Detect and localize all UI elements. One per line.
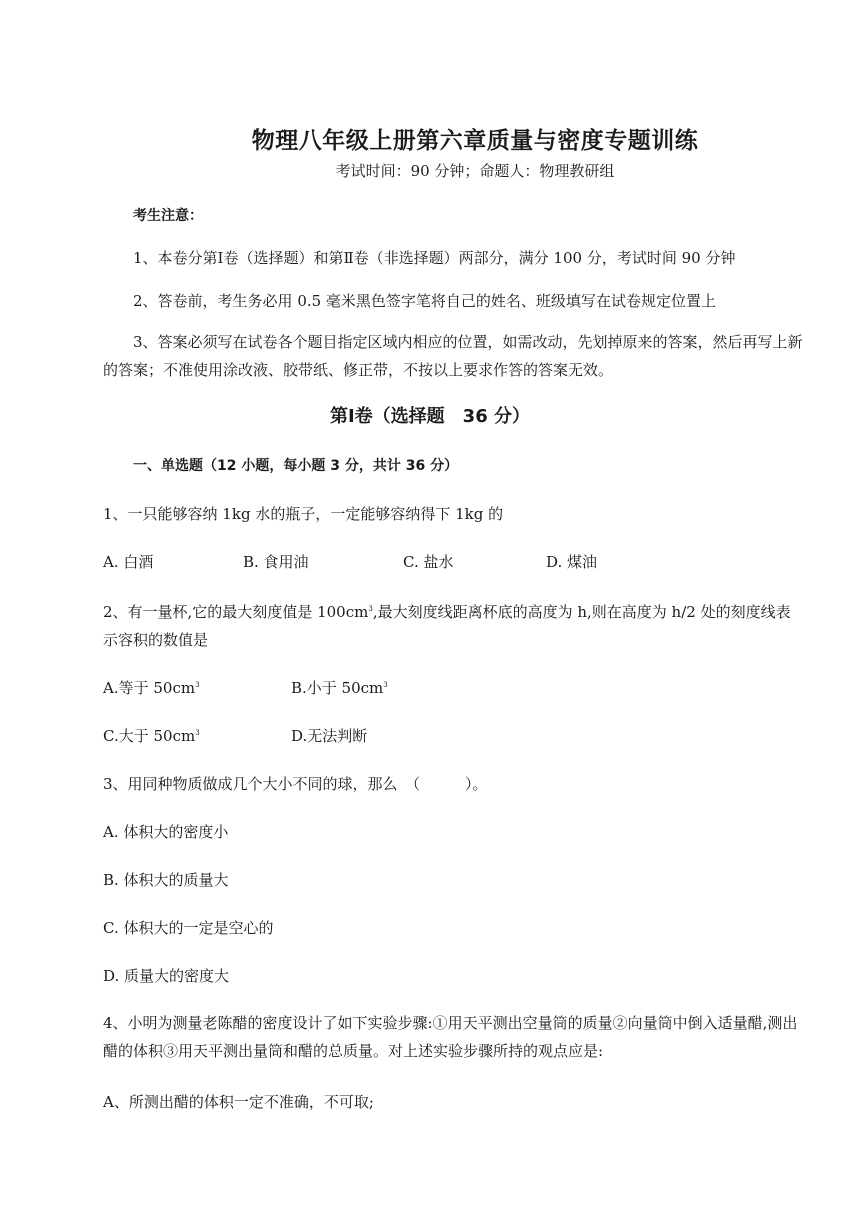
subsection-heading: 一、单选题（12 小题，每小题 3 分，共计 36 分） [133, 458, 459, 474]
option-a: A.等于 $50cm^3$ [103, 679, 200, 697]
notice-item: 3、答案必须写在试卷各个题目指定区域内相应的位置，如需改动，先划掉原来的答案，然后再写上新的答案；不准使用涂改液、胶带纸、修正带，不按以上要求作答的答案无效。 [103, 333, 803, 379]
notice-item: 2、答卷前，考生务必用 0.5 毫米黑色签字笔将自己的姓名、班级填写在试卷规定位置上 [133, 292, 716, 310]
question-stem: 4、小明为测量老陈醋的密度设计了如下实验步骤:①用天平测出空量筒的质量②向量筒中倒入适量醋,测出醋的体积③用天平测出量筒和醋的总质量。对上述实验步骤所持的观点应是: [103, 1014, 798, 1060]
option-d: D. 质量大的密度大 [103, 967, 230, 985]
option-c: C.大于 $50cm^3$ [103, 727, 200, 745]
option-a: A、所测出醋的体积一定不准确，不可取; [103, 1093, 374, 1111]
notice-heading: 考生注意： [133, 208, 203, 224]
question-stem: 3、用同种物质做成几个大小不同的球，那么 （ ）。 [103, 775, 488, 793]
option-d: D.无法判断 [291, 727, 368, 745]
option-c: C. 盐水 [403, 553, 454, 571]
notice-item: 1、本卷分第Ⅰ卷（选择题）和第Ⅱ卷（非选择题）两部分，满分 100 分，考试时间 90 分钟 [133, 249, 736, 267]
option-b: B.小于 $50cm^3$ [291, 679, 388, 697]
exam-info: 考试时间：90 分钟；命题人：物理教研组 [335, 162, 615, 180]
section-title: 第Ⅰ卷（选择题 36 分） [329, 406, 530, 427]
option-a: A. 白酒 [103, 553, 154, 571]
question-stem: 2、有一量杯,它的最大刻度值是 $100cm^3$,最大刻度线距离杯底的高度为 h,则在高度为 h/2 处的刻度线表示容积的数值是 [103, 603, 791, 649]
option-a: A. 体积大的密度小 [103, 823, 229, 841]
page-title: 物理八年级上册第六章质量与密度专题训练 [251, 128, 699, 154]
option-c: C. 体积大的一定是空心的 [103, 919, 274, 937]
option-b: B. 体积大的质量大 [103, 871, 229, 889]
option-b: B. 食用油 [243, 553, 309, 571]
question-stem: 1、一只能够容纳 1kg 水的瓶子，一定能够容纳得下 1kg 的 [103, 505, 504, 523]
option-d: D. 煤油 [546, 553, 598, 571]
